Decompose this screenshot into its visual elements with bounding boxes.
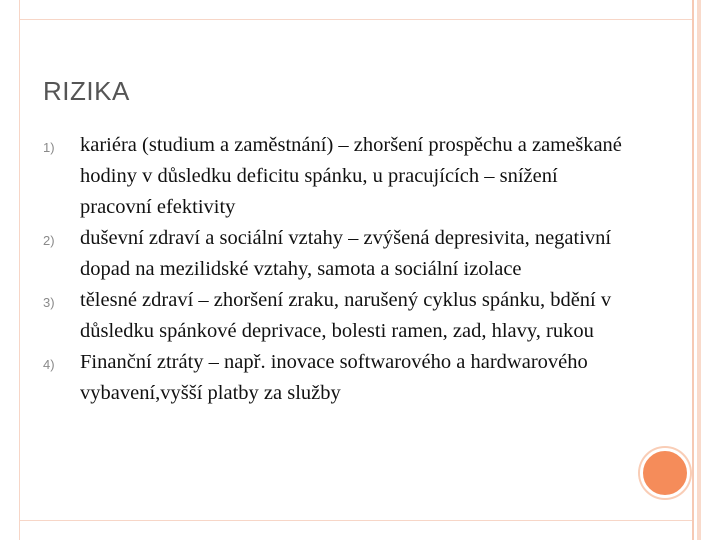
frame-line-bottom	[19, 520, 693, 521]
frame-line-right-outer	[692, 0, 694, 540]
list-item-text: duševní zdraví a sociální vztahy – zvýšená depresivita, negativní dopad na mezilidské vztahy, samota a sociální izolace	[80, 227, 612, 280]
list-number: 2)	[43, 233, 55, 248]
list-item-text: kariéra (studium a zaměstnání) – zhoršení prospěchu a zameškané hodiny v důsledku deficitu spánku, u pracujících – snížení pracovní efektivity	[80, 134, 622, 218]
list-number: 1)	[43, 140, 55, 155]
risk-list	[43, 130, 623, 409]
list-item-1	[43, 130, 623, 223]
frame-line-right-inner	[697, 0, 701, 540]
list-item-2	[43, 223, 623, 285]
frame-line-left	[19, 0, 20, 540]
slide-title: RIZIKA	[43, 76, 130, 106]
accent-circle	[640, 448, 690, 498]
frame-line-top	[19, 19, 693, 20]
list-item-text: tělesné zdraví – zhoršení zraku, narušený cyklus spánku, bdění v důsledku spánkové deprivace, bolesti ramen, zad, hlavy, rukou	[80, 289, 612, 342]
list-item-3	[43, 285, 623, 347]
list-number: 4)	[43, 357, 55, 372]
list-item-4	[43, 347, 623, 409]
list-number: 3)	[43, 295, 55, 310]
list-item-text: Finanční ztráty – např. inovace softwarového a hardwarového vybavení,vyšší platby za služby	[80, 351, 588, 404]
